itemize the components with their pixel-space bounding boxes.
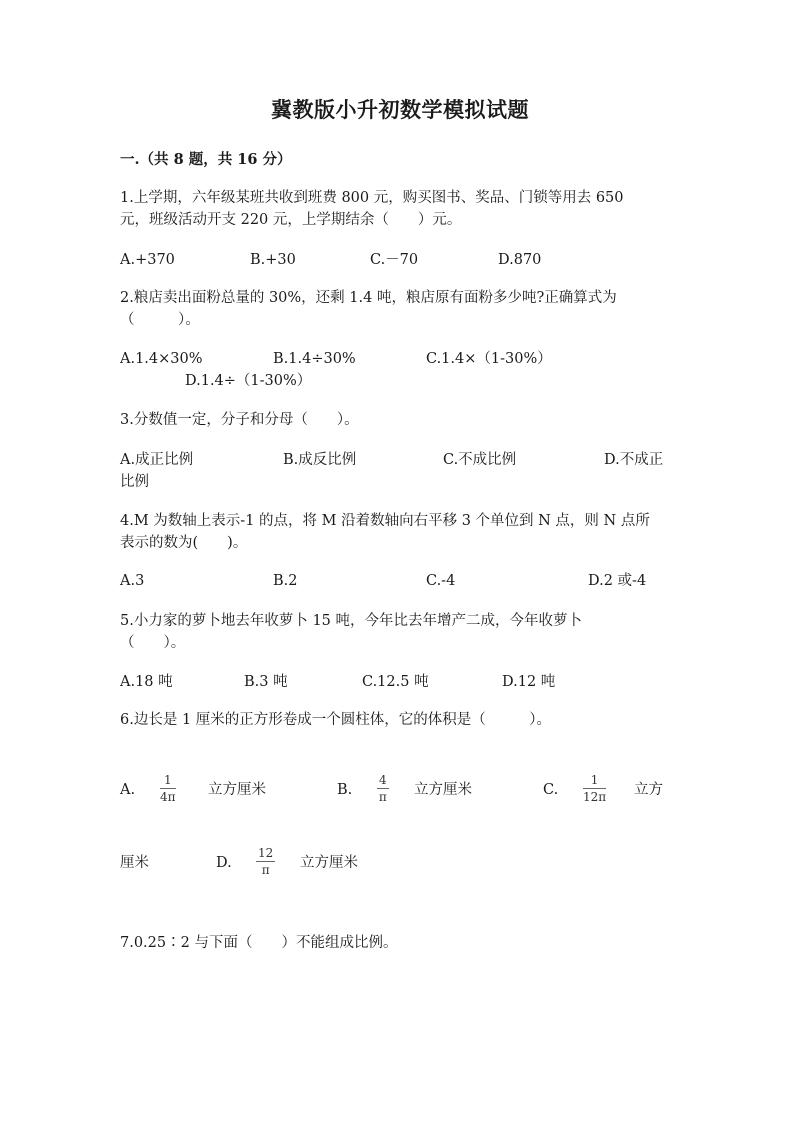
question-text: （ ）。 xyxy=(120,635,186,651)
fraction-numerator: 1 xyxy=(163,773,172,787)
option-a: A.18 吨 xyxy=(120,674,173,690)
option-a: A.1.4×30% xyxy=(120,351,203,367)
option-a-unit: 立方厘米 xyxy=(208,782,266,798)
question-text: 7.0.25∶2 与下面（ ）不能组成比例。 xyxy=(120,935,398,951)
question-text: 5.小力家的萝卜地去年收萝卜 15 吨，今年比去年增产二成，今年收萝卜 xyxy=(120,613,583,629)
question-text: 3.分数值一定，分子和分母（ ）。 xyxy=(120,412,359,428)
option-c: C.－70 xyxy=(370,252,419,268)
option-d: D.不成正 xyxy=(604,452,664,468)
fraction-denominator: 4π xyxy=(160,790,176,804)
option-c-fraction xyxy=(583,773,606,804)
question-text: （ ）。 xyxy=(120,312,200,328)
option-d-fraction xyxy=(256,846,275,877)
option-d: D.1.4÷（1-30%） xyxy=(185,373,312,389)
option-d-label: D. xyxy=(216,855,232,871)
option-d-unit: 立方厘米 xyxy=(300,855,358,871)
fraction-numerator: 12 xyxy=(258,846,274,860)
option-b: B.2 xyxy=(273,573,298,589)
option-c: C.不成比例 xyxy=(443,452,517,468)
option-c: C.1.4×（1-30%） xyxy=(426,351,552,367)
question-text: 1.上学期，六年级某班共收到班费 800 元，购买图书、奖品、门锁等用去 650 xyxy=(120,190,624,206)
page-title: 冀教版小升初数学模拟试题 xyxy=(271,97,529,122)
fraction-denominator: π xyxy=(261,863,270,877)
option-a-fraction xyxy=(160,773,176,804)
fraction-denominator: π xyxy=(378,790,387,804)
option-b-unit: 立方厘米 xyxy=(414,782,472,798)
fraction-denominator: 12π xyxy=(583,790,607,804)
option-b-label: B. xyxy=(337,782,353,798)
fraction-numerator: 4 xyxy=(379,773,387,787)
option-c: C.12.5 吨 xyxy=(362,674,429,690)
option-b: B.+30 xyxy=(250,252,296,268)
option-a-label: A. xyxy=(120,782,136,798)
option-d: D.12 吨 xyxy=(502,674,556,690)
question-text: 4.M 为数轴上表示-1 的点，将 M 沿着数轴向右平移 3 个单位到 N 点，则 N 点所 xyxy=(120,513,650,529)
section-heading: 一.（共 8 题，共 16 分） xyxy=(120,151,292,168)
option-a: A.3 xyxy=(120,573,145,589)
option-b: B.成反比例 xyxy=(283,452,357,468)
option-c: C.-4 xyxy=(426,573,456,589)
fraction-numerator: 1 xyxy=(590,773,599,787)
question-text: 6.边长是 1 厘米的正方形卷成一个圆柱体，它的体积是（ ）。 xyxy=(120,712,552,728)
option-b: B.1.4÷30% xyxy=(273,351,356,367)
option-a: A.+370 xyxy=(120,252,175,268)
question-text: 2.粮店卖出面粉总量的 30%，还剩 1.4 吨，粮店原有面粉多少吨?正确算式为 xyxy=(120,290,617,306)
option-c-unit: 立方 xyxy=(634,782,663,798)
option-d: D.2 或-4 xyxy=(588,573,647,589)
option-c-label: C. xyxy=(543,782,559,798)
option-d-continued: 比例 xyxy=(120,474,149,490)
option-b: B.3 吨 xyxy=(244,674,288,690)
option-a: A.成正比例 xyxy=(120,452,194,468)
question-text: 表示的数为( )。 xyxy=(120,535,248,551)
question-text: 元，班级活动开支 220 元，上学期结余（ ）元。 xyxy=(120,212,462,228)
option-d: D.870 xyxy=(498,252,542,268)
option-c-unit-continued: 厘米 xyxy=(120,855,149,871)
option-b-fraction xyxy=(377,773,389,804)
